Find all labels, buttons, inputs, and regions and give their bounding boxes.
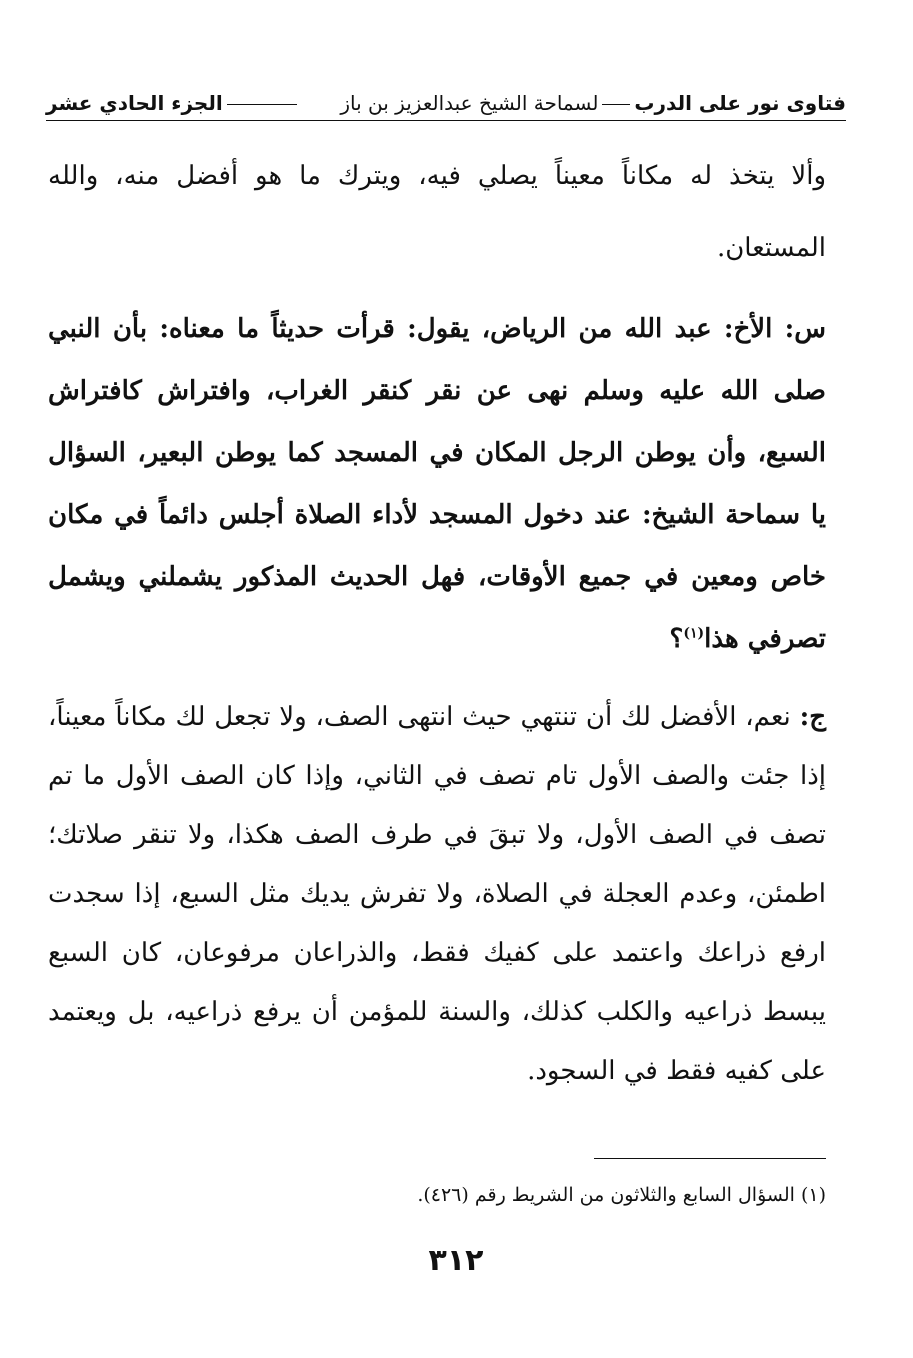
header-volume-group <box>46 86 301 120</box>
header-title-author <box>340 86 846 120</box>
footnote-reference: (١) <box>683 625 705 642</box>
header-author: لسماحة الشيخ عبدالعزيز بن باز <box>340 91 599 115</box>
header-separator <box>602 104 630 105</box>
header-separator-long <box>227 104 297 105</box>
main-text <box>48 140 826 1101</box>
header-volume: الجزء الحادي عشر <box>46 91 223 115</box>
footnote-divider <box>594 1158 826 1159</box>
answer-paragraph <box>48 688 826 1101</box>
footnote: (١) السؤال السابع والثلاثون من الشريط رقم (٤٢٦). <box>417 1184 826 1206</box>
question-paragraph <box>48 298 826 670</box>
intro-paragraph: وألا يتخذ له مكاناً معيناً يصلي فيه، ويترك ما هو أفضل منه، والله المستعان. <box>48 161 826 263</box>
question-text: الأخ: عبد الله من الرياض، يقول: قرأت حديثاً ما معناه: بأن النبي صلى الله عليه وسلم نهى عن نقر كنقر الغراب، وافتراش كافتراش السبع، وأن يوطن الرجل المكان في المسجد كما يوطن البعير، السؤال يا سماحة الشيخ: عند دخول المسجد لأداء الصلاة أجلس دائماً في مكان خاص ومعين في جميع الأوقات، فهل الحديث المذكور يشملني ويشمل تصرفي هذا <box>48 314 826 654</box>
answer-label: ج: <box>799 702 826 732</box>
header-book-title: فتاوى نور على الدرب <box>634 91 846 115</box>
answer-text: نعم، الأفضل لك أن تنتهي حيث انتهى الصف، ولا تجعل لك مكاناً معيناً، إذا جئت والصف الأول تام تصف في الثاني، وإذا كان الصف الأول ما تم تصف في الصف الأول، ولا تبقَ في طرف الصف هكذا، ولا تنقر صلاتك؛ اطمئن، وعدم العجلة في الصلاة، ولا تفرش يديك مثل السبع، إذا سجدت ارفع ذراعك واعتمد على كفيك فقط، والذراعان مرفوعان، كان السبع يبسط ذراعيه والكلب كذلك، والسنة للمؤمن أن يرفع ذراعيه، بل ويعتمد على كفيه فقط في السجود. <box>48 702 826 1086</box>
question-end-mark: ؟ <box>669 624 684 654</box>
running-header <box>46 86 846 121</box>
question-label: س: <box>784 314 826 344</box>
page-number: ٣١٢ <box>428 1243 484 1278</box>
